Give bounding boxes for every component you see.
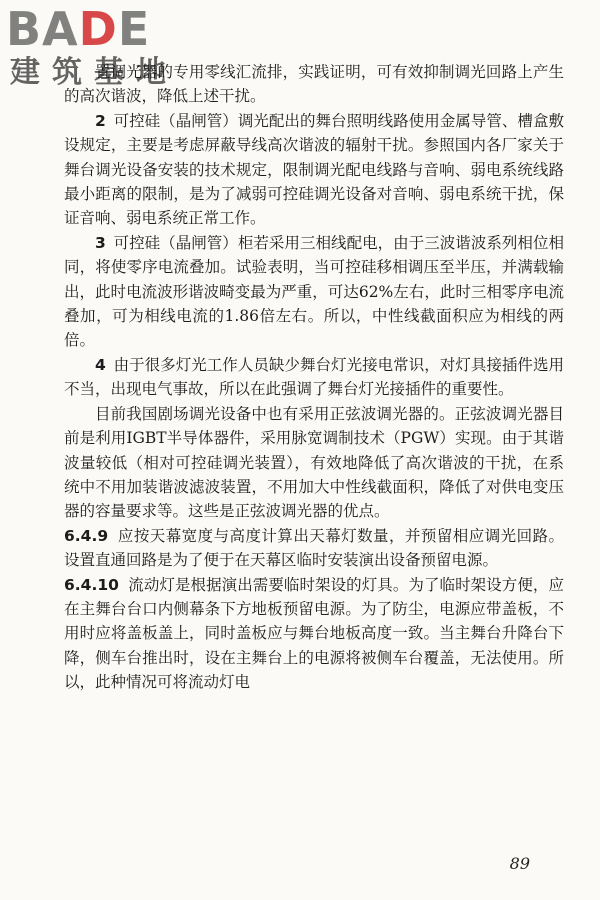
clause-number: 6.4.9	[64, 526, 109, 545]
paragraph-sine-wave: 目前我国剧场调光设备中也有采用正弦波调光器的。正弦波调光器目前是利用IGBT半导体器件，采用脉宽调制技术（PGW）实现。由于其谐波量较低（相对可控硅调光装置），有效地降低了高次谐波的干扰，在系统中不用加装谐波滤波装置，不用加大中性线截面积，降低了对供电变压器的容量要求等。这些是正弦波调光器的优点。	[64, 404, 564, 521]
document-body	[64, 60, 564, 695]
item-number: 3	[95, 233, 106, 252]
watermark-logo-text: BADE	[6, 2, 151, 56]
paragraph-continuation: 置调光器的专用零线汇流排，实践证明，可有效抑制调光回路上产生的高次谐波，降低上述干扰。	[64, 63, 564, 106]
clause-6-4-10: 6.4.10 流动灯是根据演出需要临时架设的灯具。为了临时架设方便，应在主舞台台口内侧幕条下方地板预留电源。为了防尘，电源应带盖板，不用时应将盖板盖上，同时盖板应与舞台地板高度一致。当主舞台升降台下降，侧车台推出时，设在主舞台上的电源将被侧车台覆盖，无法使用。所以，此种情况可将流动灯电	[64, 575, 564, 692]
clause-6-4-9: 6.4.9 应按天幕宽度与高度计算出天幕灯数量，并预留相应调光回路。设置直通回路是为了便于在天幕区临时安装演出设备预留电源。	[64, 526, 564, 570]
page-number: 89	[509, 854, 530, 873]
clause-number: 6.4.10	[64, 575, 119, 594]
paragraph-item-4: 4 由于很多灯光工作人员缺少舞台灯光接电常识，对灯具接插件选用不当，出现电气事故，所以在此强调了舞台灯光接插件的重要性。	[64, 355, 564, 399]
paragraph-item-3: 3 可控硅（晶闸管）柜若采用三相线配电，由于三波谐波系列相位相同，将使零序电流叠加。试验表明，当可控硅移相调压至半压，并满载输出，此时电流波形谐波畸变最为严重，可达62%左右，此时三相零序电流叠加，可为相线电流的1.86倍左右。所以，中性线截面积应为相线的两倍。	[64, 233, 564, 350]
watermark-subtitle: 建筑基地	[10, 55, 178, 90]
item-number: 4	[95, 355, 106, 374]
paragraph-item-2: 2 可控硅（晶闸管）调光配出的舞台照明线路使用金属导管、槽盒敷设规定，主要是考虑屏蔽导线高次谐波的辐射干扰。参照国内各厂家关于舞台调光设备安装的技术规定，限制调光配电线路与音响、弱电系统线路最小距离的限制，是为了减弱可控硅调光设备对音响、弱电系统干扰，保证音响、弱电系统正常工作。	[64, 111, 564, 228]
item-number: 2	[95, 111, 106, 130]
